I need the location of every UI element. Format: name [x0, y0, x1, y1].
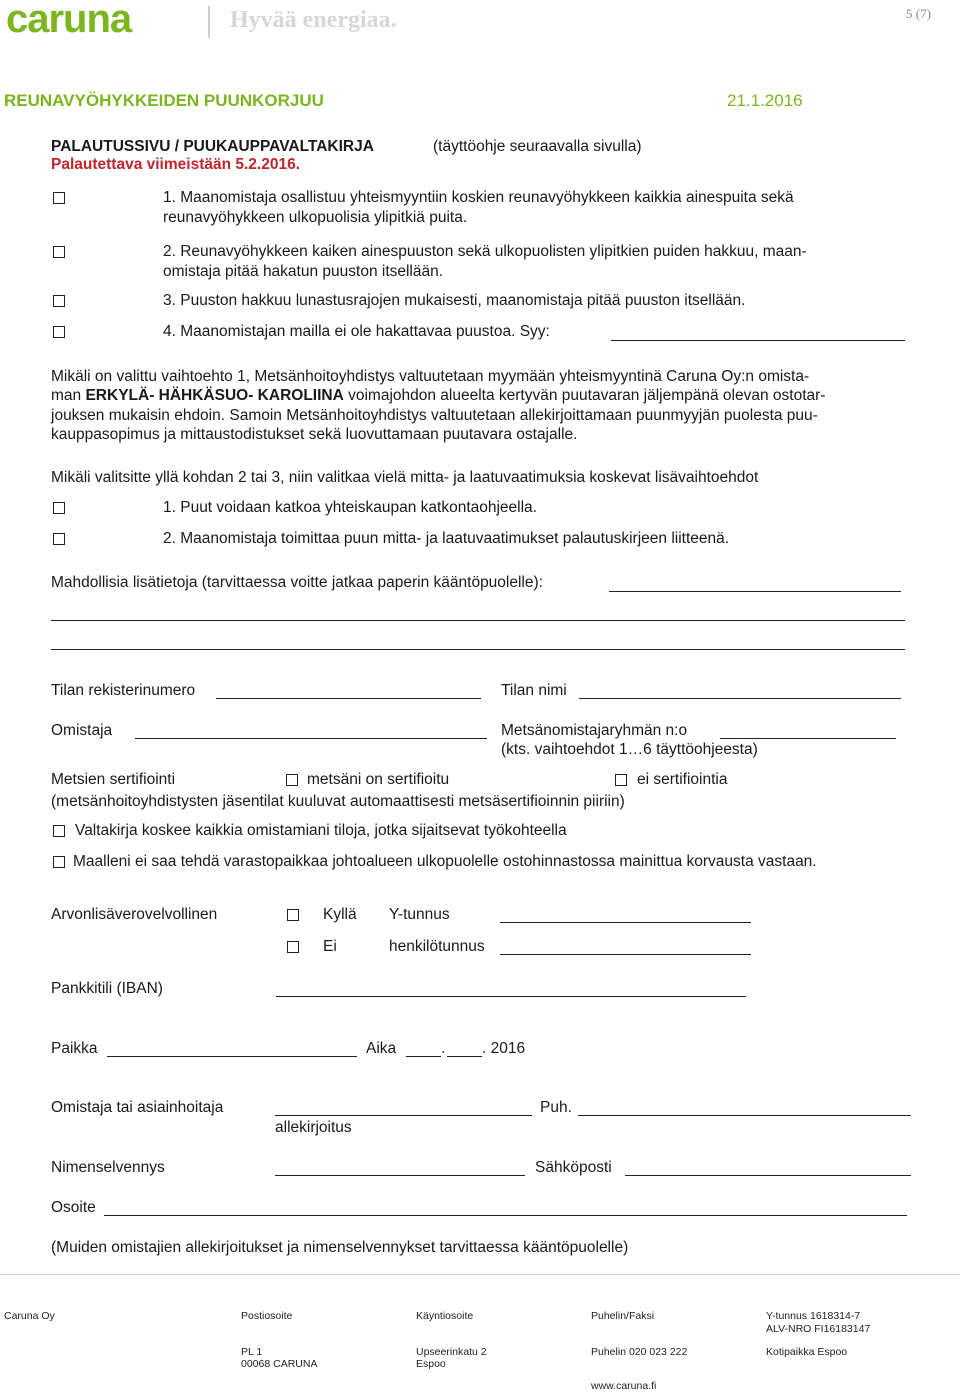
- iban-label: Pankkitili (IBAN): [51, 980, 163, 997]
- slogan: Hyvää energiaa.: [230, 7, 397, 33]
- signature-input[interactable]: [275, 1115, 532, 1116]
- not-certified-label: ei sertifiointia: [637, 771, 728, 788]
- owner-label: Omistaja: [51, 722, 113, 739]
- address-label: Osoite: [51, 1199, 96, 1216]
- email-label: Sähköposti: [535, 1159, 612, 1176]
- personal-id-label: henkilötunnus: [389, 938, 485, 955]
- extra-info-label: Mahdollisia lisätietoja (tarvittaessa voitte jatkaa paperin kääntöpuolelle):: [51, 574, 543, 591]
- owner-group-input[interactable]: [720, 738, 896, 739]
- business-id-input[interactable]: [500, 922, 751, 923]
- option-1-checkbox[interactable]: [53, 192, 65, 204]
- logo-divider: [208, 6, 210, 38]
- phone-input[interactable]: [578, 1115, 911, 1116]
- property-reg-label: Tilan rekisterinumero: [51, 682, 196, 699]
- para1-line4: kauppasopimus ja mittaustodistukset sekä luovuttamaan puutavara ostajalle.: [51, 426, 578, 443]
- name-clarification-label: Nimenselvennys: [51, 1159, 165, 1176]
- powerline-name: ERKYLÄ- HÄHKÄSUO- KAROLIINA: [85, 387, 344, 404]
- form-title-note: (täyttöohje seuraavalla sivulla): [433, 138, 642, 155]
- footer-postal-label: Postiosoite: [241, 1310, 293, 1322]
- vat-no-checkbox[interactable]: [287, 941, 299, 953]
- vat-yes-checkbox[interactable]: [287, 909, 299, 921]
- signer-label: Omistaja tai asiainhoitaja: [51, 1099, 224, 1116]
- option-3-line1: 3. Puuston hakkuu lunastusrajojen mukaisesti, maanomistaja pitää puuston itsellään.: [163, 292, 746, 309]
- extra-info-line-1[interactable]: [609, 591, 901, 592]
- power-of-attorney-checkbox[interactable]: [53, 825, 65, 837]
- footer-postal-2: 00068 CARUNA: [241, 1358, 318, 1370]
- phone-label: Puh.: [540, 1099, 572, 1116]
- property-reg-input[interactable]: [216, 698, 481, 699]
- not-certified-checkbox[interactable]: [615, 774, 627, 786]
- option-3-checkbox[interactable]: [53, 295, 65, 307]
- owner-group-label: Metsänomistajaryhmän n:o: [501, 722, 688, 739]
- footer-business-id: Y-tunnus 1618314-7: [766, 1310, 861, 1322]
- sub-option-2-label: 2. Maanomistaja toimittaa puun mitta- ja laatuvaatimukset palautuskirjeen liitteenä.: [163, 530, 730, 547]
- vat-yes-label: Kyllä: [323, 906, 357, 923]
- sub-option-1-label: 1. Puut voidaan katkoa yhteiskaupan katkontaohjeella.: [163, 499, 537, 516]
- owner-group-note: (kts. vaihtoehdot 1…6 täyttöohjeesta): [501, 741, 758, 758]
- footer-postal-1: PL 1: [241, 1346, 263, 1358]
- option-2-line2: omistaja pitää hakatun puuston itsellään.: [163, 263, 444, 280]
- property-name-input[interactable]: [579, 698, 901, 699]
- footer-phone-label: Puhelin/Faksi: [591, 1310, 655, 1322]
- option-2-line1: 2. Reunavyöhykkeen kaiken ainespuuston sekä ulkopuolisten ylipitkien puiden hakkuu, maan-: [163, 243, 807, 260]
- name-clarification-input[interactable]: [275, 1175, 525, 1176]
- email-input[interactable]: [625, 1175, 911, 1176]
- address-input[interactable]: [104, 1215, 907, 1216]
- storage-label: Maalleni ei saa tehdä varastopaikkaa johtoalueen ulkopuolelle ostohinnastossa mainittua korvausta vastaan.: [73, 853, 817, 870]
- footer-phone: Puhelin 020 023 222: [591, 1346, 688, 1358]
- option-2-checkbox[interactable]: [53, 246, 65, 258]
- place-input[interactable]: [107, 1056, 357, 1057]
- footer-visit-label: Käyntiosoite: [416, 1310, 474, 1322]
- date-label: Aika: [366, 1040, 397, 1057]
- other-owners-note: (Muiden omistajien allekirjoitukset ja nimenselvennykset tarvittaessa kääntöpuolelle): [51, 1239, 629, 1256]
- iban-input[interactable]: [276, 996, 746, 997]
- document-date: 21.1.2016: [727, 91, 803, 110]
- sub-option-2-checkbox[interactable]: [53, 533, 65, 545]
- date-dot: .: [441, 1040, 446, 1057]
- footer-visit-1: Upseerinkatu 2: [416, 1346, 487, 1358]
- personal-id-input[interactable]: [500, 954, 751, 955]
- date-month-input[interactable]: [447, 1056, 482, 1057]
- owner-input[interactable]: [135, 738, 487, 739]
- certified-label: metsäni on sertifioitu: [307, 771, 450, 788]
- page-number: 5 (7): [906, 6, 931, 21]
- footer-company: Caruna Oy: [4, 1310, 55, 1322]
- date-year: . 2016: [482, 1040, 526, 1057]
- footer-visit-2: Espoo: [416, 1358, 446, 1370]
- extra-info-line-2[interactable]: [51, 620, 905, 621]
- option-1-line2: reunavyöhykkeen ulkopuolisia ylipitkiä puita.: [163, 209, 468, 226]
- para1-line3: jouksen mukaisin ehdoin. Samoin Metsänhoitoyhdistys valtuutetaan allekirjoittamaan puunmyyjän puolesta puu-: [51, 407, 818, 424]
- footer-website-link[interactable]: www.caruna.fi: [591, 1380, 657, 1392]
- sub-option-1-checkbox[interactable]: [53, 502, 65, 514]
- footer-divider: [0, 1274, 960, 1275]
- place-label: Paikka: [51, 1040, 98, 1057]
- date-day-input[interactable]: [406, 1056, 441, 1057]
- vat-label: Arvonlisäverovelvollinen: [51, 906, 218, 923]
- option-1-line1: 1. Maanomistaja osallistuu yhteismyyntiin koskien reunavyöhykkeen kaikkia ainespuita sekä: [163, 189, 794, 206]
- property-name-label: Tilan nimi: [501, 682, 567, 699]
- power-of-attorney-label: Valtakirja koskee kaikkia omistamiani tiloja, jotka sijaitsevat työkohteella: [75, 822, 567, 839]
- certification-label: Metsien sertifiointi: [51, 771, 176, 788]
- option-4-line1: 4. Maanomistajan mailla ei ole hakattavaa puustoa. Syy:: [163, 323, 550, 340]
- option-4-checkbox[interactable]: [53, 326, 65, 338]
- document-title: REUNAVYÖHYKKEIDEN PUUNKORJUU: [4, 91, 324, 110]
- caruna-logo: caruna: [6, 0, 132, 41]
- certification-note: (metsänhoitoyhdistysten jäsentilat kuuluvat automaattisesti metsäsertifioinnin piiriin): [51, 793, 625, 810]
- business-id-label: Y-tunnus: [389, 906, 450, 923]
- para2: Mikäli valitsitte yllä kohdan 2 tai 3, niin valitkaa vielä mitta- ja laatuvaatimuksia koskevat lisävaihtoehdot: [51, 469, 759, 486]
- return-deadline: Palautettava viimeistään 5.2.2016.: [51, 156, 301, 173]
- para1-line2: man ERKYLÄ- HÄHKÄSUO- KAROLIINA voimajohdon alueelta kertyvän puutavaran jäljempänä olevan ostotar-: [51, 387, 826, 404]
- reason-input-line[interactable]: [611, 340, 905, 341]
- storage-checkbox[interactable]: [53, 856, 65, 868]
- vat-no-label: Ei: [323, 938, 337, 955]
- footer-domicile: Kotipaikka Espoo: [766, 1346, 848, 1358]
- para1-line1: Mikäli on valittu vaihtoehto 1, Metsänhoitoyhdistys valtuutetaan myymään yhteismyyntinä Caruna Oy:n omista-: [51, 368, 810, 385]
- certified-checkbox[interactable]: [286, 774, 298, 786]
- footer-vat-number: ALV-NRO FI16183147: [766, 1323, 871, 1335]
- extra-info-line-3[interactable]: [51, 649, 905, 650]
- signature-caption: allekirjoitus: [275, 1119, 352, 1136]
- form-title: PALAUTUSSIVU / PUUKAUPPAVALTAKIRJA: [51, 138, 374, 155]
